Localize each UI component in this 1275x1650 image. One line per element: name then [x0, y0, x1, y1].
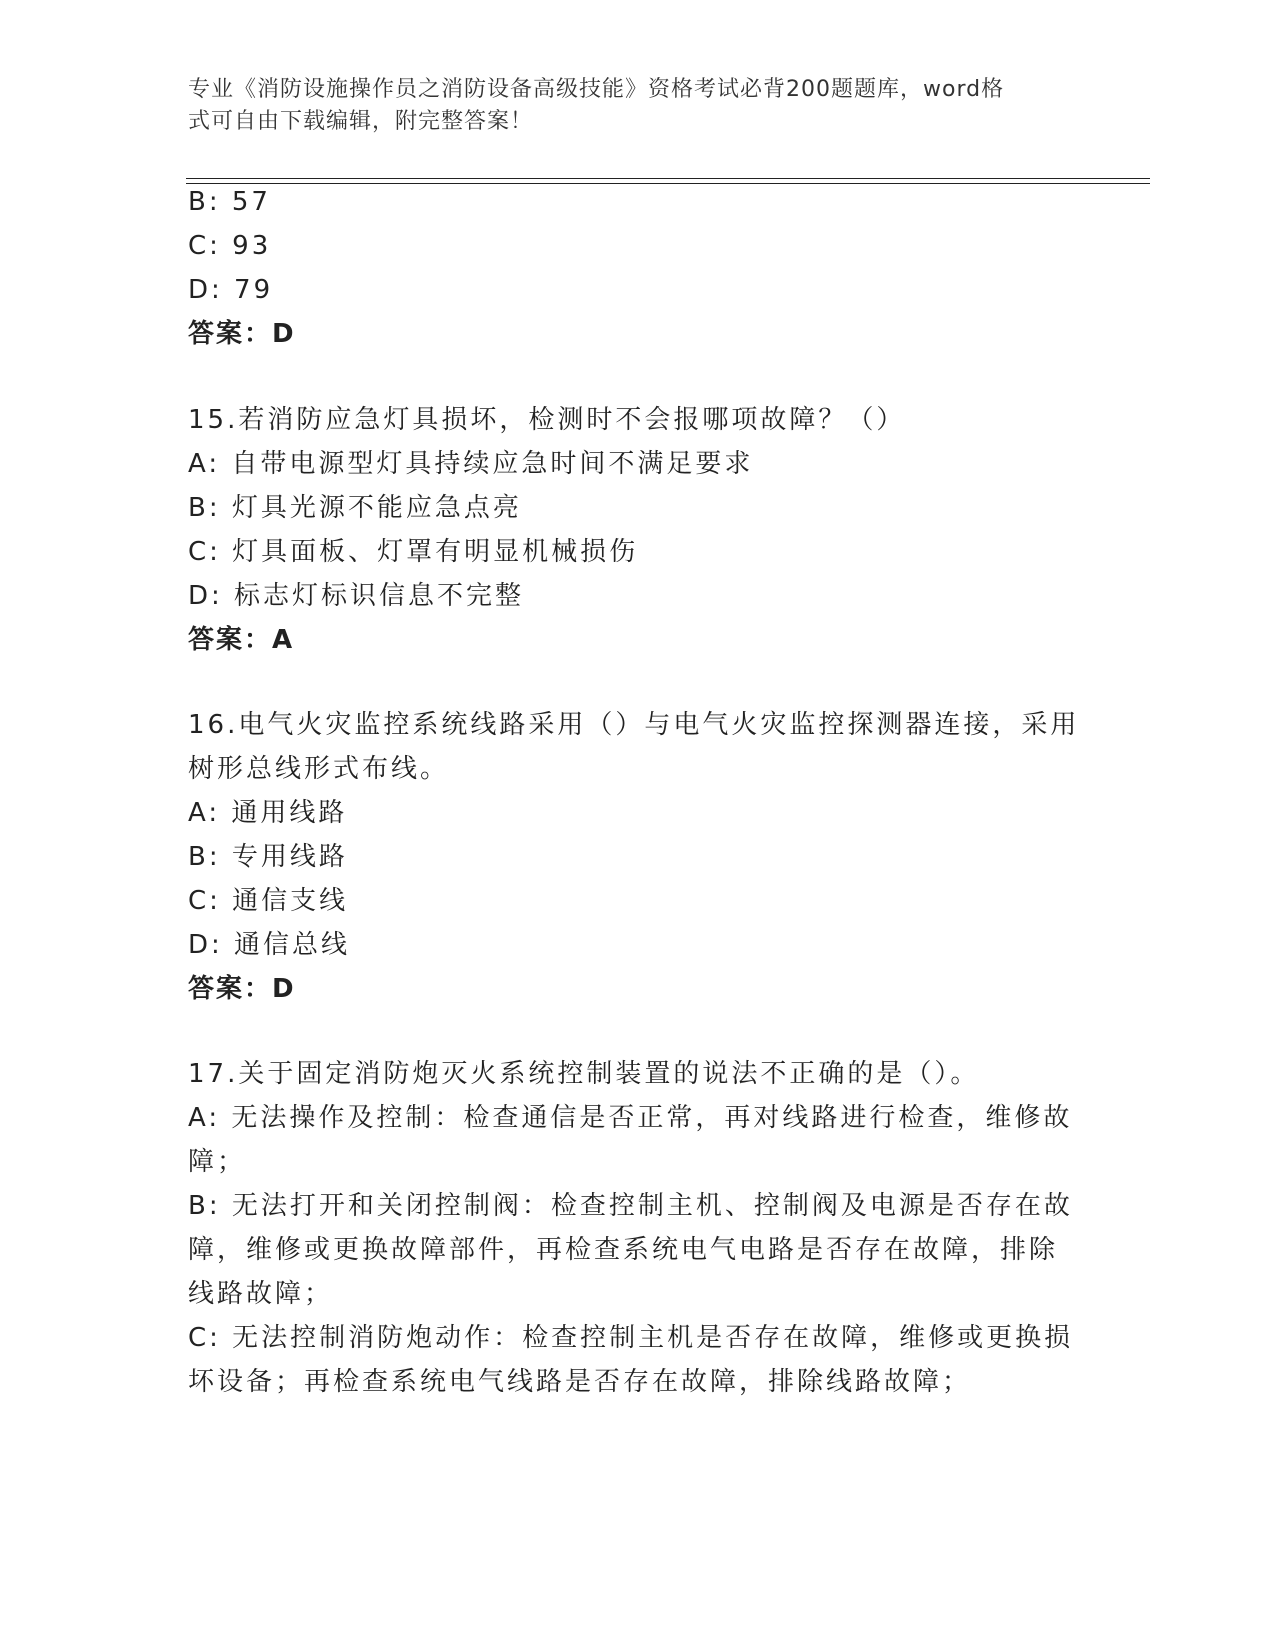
- q16-option-a: A: 通用线路: [188, 798, 348, 828]
- q14-option-b: B: 57: [188, 187, 271, 217]
- q15-option-b: B: 灯具光源不能应急点亮: [188, 493, 522, 523]
- q15-option-d: D: 标志灯标识信息不完整: [188, 581, 525, 611]
- header-divider-bottom: [186, 183, 1150, 184]
- q15-option-c: C: 灯具面板、灯罩有明显机械损伤: [188, 537, 639, 567]
- document-header: [188, 74, 1068, 138]
- header-divider-top: [186, 178, 1150, 179]
- header-line-2: 式可自由下载编辑，附完整答案！: [188, 109, 534, 134]
- q16-answer: 答案：D: [188, 974, 296, 1004]
- q15-option-a: A: 自带电源型灯具持续应急时间不满足要求: [188, 449, 754, 479]
- q17-option-b-line-1: B: 无法打开和关闭控制阀：检查控制主机、控制阀及电源是否存在故: [188, 1191, 1073, 1221]
- q16-option-d: D: 通信总线: [188, 930, 351, 960]
- q15-answer: 答案：A: [188, 625, 295, 655]
- q15-question: 15.若消防应急灯具损坏，检测时不会报哪项故障？（）: [188, 405, 906, 435]
- q16-option-c: C: 通信支线: [188, 886, 349, 916]
- q14-option-d: D: 79: [188, 275, 274, 305]
- q17-option-c-line-1: C: 无法控制消防炮动作：检查控制主机是否存在故障，维修或更换损: [188, 1323, 1074, 1353]
- q17-option-b-line-2: 障，维修或更换故障部件，再检查系统电气电路是否存在故障，排除: [188, 1235, 1059, 1265]
- q16-question-line-1: 16.电气火灾监控系统线路采用（）与电气火灾监控探测器连接，采用: [188, 710, 1080, 740]
- q16-question-line-2: 树形总线形式布线。: [188, 754, 450, 784]
- q17-option-c-line-2: 坏设备；再检查系统电气线路是否存在故障，排除线路故障；: [188, 1367, 972, 1397]
- q17-option-a-line-2: 障；: [188, 1147, 247, 1177]
- q16-option-b: B: 专用线路: [188, 842, 348, 872]
- q14-option-c: C: 93: [188, 231, 272, 261]
- q17-option-b-line-3: 线路故障；: [188, 1279, 334, 1309]
- header-line-1: 专业《消防设施操作员之消防设备高级技能》资格考试必背200题题库，word格: [188, 77, 1005, 102]
- q17-question: 17.关于固定消防炮灭火系统控制装置的说法不正确的是（）。: [188, 1059, 980, 1089]
- q17-option-a-line-1: A: 无法操作及控制：检查通信是否正常，再对线路进行检查，维修故: [188, 1103, 1073, 1133]
- q14-answer: 答案：D: [188, 319, 296, 349]
